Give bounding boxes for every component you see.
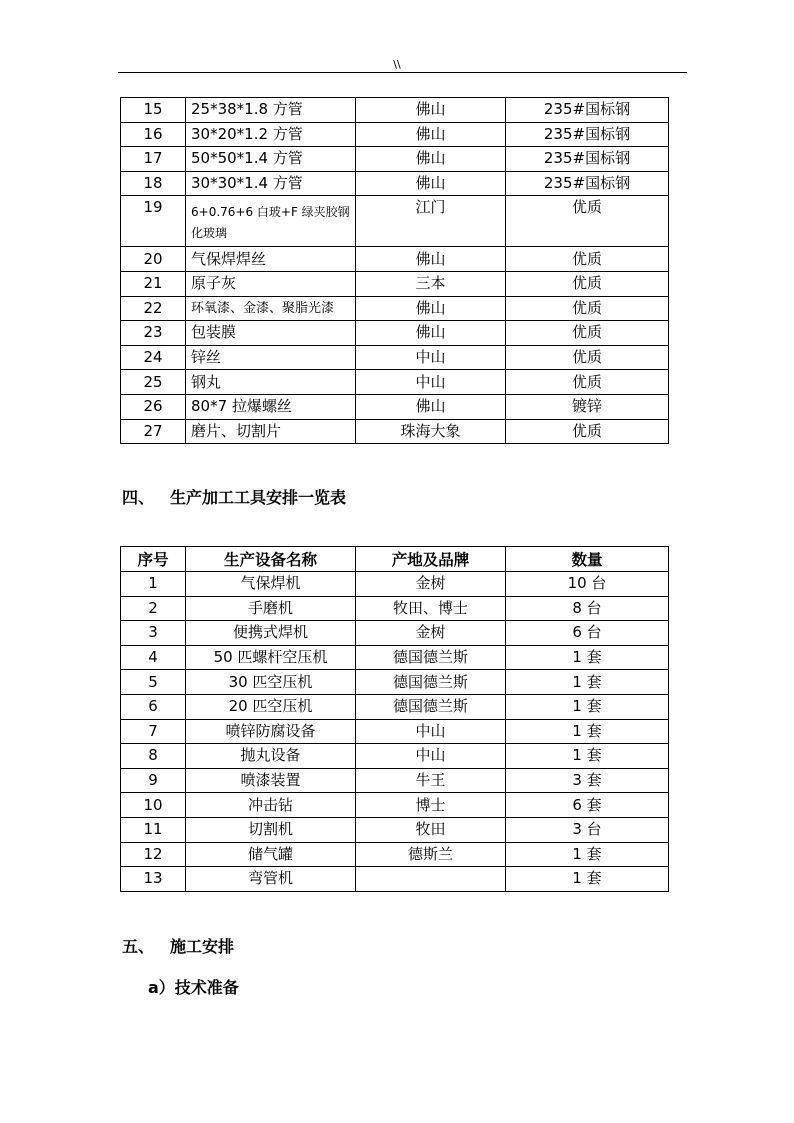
section-5-title: 施工安排: [170, 937, 235, 956]
table-row: [121, 419, 669, 444]
equipment-name: 喷锌防腐设备: [186, 719, 356, 744]
table-row: [121, 719, 669, 744]
material-name: 50*50*1.4 方管: [186, 147, 356, 172]
row-number: 3: [121, 621, 186, 646]
material-quality: 优质: [506, 296, 669, 321]
row-number: 24: [121, 345, 186, 370]
equipment-quantity: 1 套: [506, 842, 669, 867]
equipment-brand: 德斯兰: [356, 842, 506, 867]
material-quality: 优质: [506, 345, 669, 370]
table-row: [121, 694, 669, 719]
section-4-number: 四、: [122, 488, 155, 507]
row-number: 4: [121, 645, 186, 670]
equipment-quantity: 1 套: [506, 645, 669, 670]
column-header-quantity: 数量: [506, 547, 669, 572]
material-quality: 优质: [506, 247, 669, 272]
equipment-name: 便携式焊机: [186, 621, 356, 646]
table-row: [121, 147, 669, 172]
row-number: 21: [121, 271, 186, 296]
table-row: [121, 596, 669, 621]
row-number: 13: [121, 867, 186, 892]
row-number: 27: [121, 419, 186, 444]
row-number: 25: [121, 370, 186, 395]
table-row: [121, 572, 669, 597]
material-quality: 优质: [506, 196, 669, 247]
column-header-number: 序号: [121, 547, 186, 572]
equipment-name: 手磨机: [186, 596, 356, 621]
equipment-name: 喷漆装置: [186, 768, 356, 793]
table-row: [121, 768, 669, 793]
table-row: [121, 296, 669, 321]
equipment-brand: 牛王: [356, 768, 506, 793]
material-origin: 佛山: [356, 247, 506, 272]
row-number: 8: [121, 744, 186, 769]
section-5-number: 五、: [122, 937, 155, 956]
row-number: 12: [121, 842, 186, 867]
header-mark: \\: [393, 58, 401, 71]
equipment-brand: 金树: [356, 572, 506, 597]
equipment-quantity: 3 套: [506, 768, 669, 793]
equipment-name: 30 匹空压机: [186, 670, 356, 695]
material-origin: 佛山: [356, 98, 506, 123]
equipment-brand: 金树: [356, 621, 506, 646]
material-quality: 优质: [506, 321, 669, 346]
equipment-brand: 牧田: [356, 817, 506, 842]
equipment-brand: 德国德兰斯: [356, 670, 506, 695]
equipment-quantity: 1 套: [506, 670, 669, 695]
material-quality: 235#国标钢: [506, 122, 669, 147]
material-quality: 优质: [506, 271, 669, 296]
material-origin: 中山: [356, 370, 506, 395]
equipment-quantity: 1 套: [506, 867, 669, 892]
equipment-quantity: 8 台: [506, 596, 669, 621]
equipment-name: 切割机: [186, 817, 356, 842]
table-row: [121, 98, 669, 123]
equipment-brand: [356, 867, 506, 892]
table-row: [121, 271, 669, 296]
table-row: [121, 744, 669, 769]
materials-table-body: [121, 98, 669, 444]
table-row: [121, 867, 669, 892]
material-origin: 佛山: [356, 122, 506, 147]
row-number: 22: [121, 296, 186, 321]
row-number: 1: [121, 572, 186, 597]
equipment-brand: 中山: [356, 744, 506, 769]
equipment-name: 冲击钻: [186, 793, 356, 818]
material-name: 80*7 拉爆螺丝: [186, 394, 356, 419]
material-quality: 优质: [506, 370, 669, 395]
equipment-quantity: 1 套: [506, 744, 669, 769]
row-number: 7: [121, 719, 186, 744]
material-name: 原子灰: [186, 271, 356, 296]
table-row: [121, 670, 669, 695]
row-number: 20: [121, 247, 186, 272]
table-row: [121, 196, 669, 247]
equipment-brand: 德国德兰斯: [356, 645, 506, 670]
row-number: 18: [121, 171, 186, 196]
equipment-quantity: 1 套: [506, 694, 669, 719]
table-row: [121, 621, 669, 646]
equipment-name: 20 匹空压机: [186, 694, 356, 719]
equipment-brand: 博士: [356, 793, 506, 818]
material-quality: 235#国标钢: [506, 147, 669, 172]
equipment-name: 气保焊机: [186, 572, 356, 597]
material-name: 磨片、切割片: [186, 419, 356, 444]
equipment-quantity: 3 台: [506, 817, 669, 842]
equipment-brand: 牧田、博士: [356, 596, 506, 621]
materials-table: [120, 97, 669, 444]
material-origin: 佛山: [356, 147, 506, 172]
equipment-quantity: 10 台: [506, 572, 669, 597]
material-origin: 三本: [356, 271, 506, 296]
table-row: [121, 793, 669, 818]
equipment-name: 弯管机: [186, 867, 356, 892]
material-name: 包装膜: [186, 321, 356, 346]
row-number: 23: [121, 321, 186, 346]
material-name: 30*20*1.2 方管: [186, 122, 356, 147]
table-row: [121, 247, 669, 272]
section-5-heading: [122, 934, 234, 957]
table-row: [121, 394, 669, 419]
material-name: 6+0.76+6 白玻+F 绿夹胶钢化玻璃: [186, 196, 356, 247]
equipment-table-body: [121, 572, 669, 892]
material-name: 锌丝: [186, 345, 356, 370]
table-row: [121, 645, 669, 670]
column-header-origin-brand: 产地及品牌: [356, 547, 506, 572]
table-row: [121, 842, 669, 867]
material-name: 钢丸: [186, 370, 356, 395]
material-name: 环氧漆、金漆、聚脂光漆: [186, 296, 356, 321]
section-4-heading: [122, 485, 346, 508]
material-name: 25*38*1.8 方管: [186, 98, 356, 123]
row-number: 5: [121, 670, 186, 695]
table-row: [121, 345, 669, 370]
material-quality: 镀锌: [506, 394, 669, 419]
row-number: 19: [121, 196, 186, 247]
equipment-name: 储气罐: [186, 842, 356, 867]
equipment-table: [120, 546, 669, 892]
header-rule: [118, 72, 687, 73]
material-origin: 佛山: [356, 171, 506, 196]
row-number: 10: [121, 793, 186, 818]
equipment-quantity: 6 台: [506, 621, 669, 646]
section-4-title: 生产加工工具安排一览表: [170, 488, 347, 507]
row-number: 15: [121, 98, 186, 123]
equipment-name: 50 匹螺杆空压机: [186, 645, 356, 670]
material-origin: 佛山: [356, 296, 506, 321]
equipment-brand: 德国德兰斯: [356, 694, 506, 719]
material-name: 30*30*1.4 方管: [186, 171, 356, 196]
equipment-brand: 中山: [356, 719, 506, 744]
table-row: [121, 817, 669, 842]
table-row: [121, 370, 669, 395]
row-number: 17: [121, 147, 186, 172]
column-header-equipment-name: 生产设备名称: [186, 547, 356, 572]
table-row: [121, 321, 669, 346]
equipment-quantity: 6 套: [506, 793, 669, 818]
table-row: [121, 171, 669, 196]
equipment-quantity: 1 套: [506, 719, 669, 744]
material-quality: 235#国标钢: [506, 98, 669, 123]
row-number: 11: [121, 817, 186, 842]
material-origin: 佛山: [356, 394, 506, 419]
material-origin: 珠海大象: [356, 419, 506, 444]
material-quality: 235#国标钢: [506, 171, 669, 196]
material-name: 气保焊焊丝: [186, 247, 356, 272]
row-number: 16: [121, 122, 186, 147]
material-quality: 优质: [506, 419, 669, 444]
table-row: [121, 122, 669, 147]
row-number: 6: [121, 694, 186, 719]
equipment-header-row: [121, 547, 669, 572]
subsection-a-heading: a）技术准备: [148, 978, 239, 997]
material-origin: 中山: [356, 345, 506, 370]
row-number: 26: [121, 394, 186, 419]
row-number: 9: [121, 768, 186, 793]
material-origin: 佛山: [356, 321, 506, 346]
equipment-name: 抛丸设备: [186, 744, 356, 769]
material-origin: 江门: [356, 196, 506, 247]
row-number: 2: [121, 596, 186, 621]
